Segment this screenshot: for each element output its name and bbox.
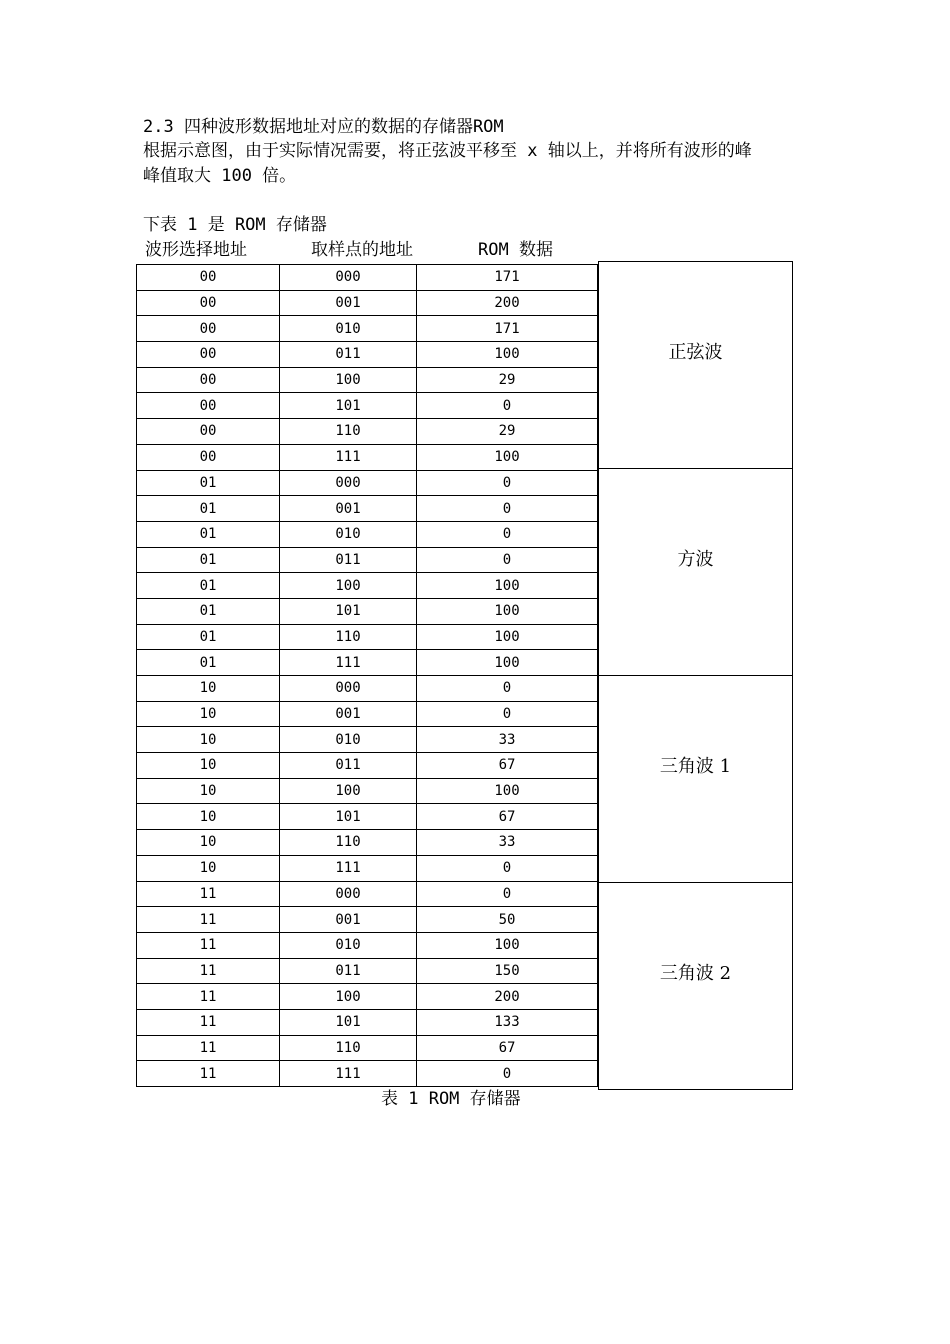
waveform-group-row bbox=[599, 469, 793, 676]
wave-select-cell: 10 bbox=[137, 753, 280, 779]
table-row bbox=[137, 573, 598, 599]
sample-address-cell: 000 bbox=[280, 265, 417, 291]
rom-value-cell: 0 bbox=[417, 1061, 598, 1087]
rom-value-cell: 0 bbox=[417, 855, 598, 881]
rom-value-cell: 0 bbox=[417, 470, 598, 496]
wave-select-cell: 00 bbox=[137, 393, 280, 419]
wave-select-cell: 01 bbox=[137, 598, 280, 624]
table-row bbox=[137, 265, 598, 291]
rom-value-cell: 100 bbox=[417, 444, 598, 470]
wave-select-cell: 11 bbox=[137, 907, 280, 933]
waveform-name: 三角波 1 bbox=[659, 756, 732, 777]
sample-address-cell: 110 bbox=[280, 1035, 417, 1061]
sample-address-cell: 011 bbox=[280, 547, 417, 573]
table-row bbox=[137, 958, 598, 984]
rom-value-cell: 100 bbox=[417, 598, 598, 624]
table-row bbox=[137, 419, 598, 445]
sample-address-cell: 100 bbox=[280, 984, 417, 1010]
waveform-group-cell bbox=[599, 262, 793, 469]
table-row bbox=[137, 598, 598, 624]
wave-select-cell: 10 bbox=[137, 855, 280, 881]
sample-address-cell: 000 bbox=[280, 470, 417, 496]
table-row bbox=[137, 984, 598, 1010]
rom-value-cell: 171 bbox=[417, 316, 598, 342]
sample-address-cell: 100 bbox=[280, 367, 417, 393]
wave-select-cell: 11 bbox=[137, 1009, 280, 1035]
wave-select-cell: 10 bbox=[137, 727, 280, 753]
wave-select-cell: 00 bbox=[137, 316, 280, 342]
sample-address-cell: 011 bbox=[280, 958, 417, 984]
wave-select-cell: 10 bbox=[137, 701, 280, 727]
sample-address-cell: 101 bbox=[280, 804, 417, 830]
sample-address-cell: 010 bbox=[280, 932, 417, 958]
table-caption: 表 1 ROM 存储器 bbox=[381, 1089, 521, 1109]
table-row bbox=[137, 676, 598, 702]
wave-select-cell: 01 bbox=[137, 521, 280, 547]
paragraph-line-2: 峰值取大 100 倍。 bbox=[143, 166, 297, 186]
rom-value-cell: 50 bbox=[417, 907, 598, 933]
rom-value-cell: 0 bbox=[417, 701, 598, 727]
wave-select-cell: 10 bbox=[137, 676, 280, 702]
table-row bbox=[137, 547, 598, 573]
rom-value-cell: 150 bbox=[417, 958, 598, 984]
rom-value-cell: 100 bbox=[417, 650, 598, 676]
waveform-group-row bbox=[599, 883, 793, 1090]
rom-value-cell: 100 bbox=[417, 573, 598, 599]
waveform-group-body bbox=[599, 262, 793, 1090]
wave-select-cell: 11 bbox=[137, 1061, 280, 1087]
waveform-group-cell bbox=[599, 676, 793, 883]
table-intro: 下表 1 是 ROM 存储器 bbox=[143, 215, 327, 235]
wave-select-cell: 01 bbox=[137, 573, 280, 599]
sample-address-cell: 001 bbox=[280, 907, 417, 933]
column-header-sample-address: 取样点的地址 bbox=[311, 240, 413, 260]
sample-address-cell: 101 bbox=[280, 598, 417, 624]
rom-value-cell: 67 bbox=[417, 804, 598, 830]
wave-select-cell: 10 bbox=[137, 830, 280, 856]
rom-value-cell: 0 bbox=[417, 547, 598, 573]
wave-select-cell: 01 bbox=[137, 624, 280, 650]
wave-select-cell: 11 bbox=[137, 881, 280, 907]
waveform-group-cell bbox=[599, 469, 793, 676]
rom-value-cell: 100 bbox=[417, 932, 598, 958]
table-row bbox=[137, 881, 598, 907]
rom-value-cell: 200 bbox=[417, 984, 598, 1010]
waveform-group-row bbox=[599, 262, 793, 469]
table-row bbox=[137, 342, 598, 368]
sample-address-cell: 101 bbox=[280, 393, 417, 419]
wave-select-cell: 01 bbox=[137, 470, 280, 496]
sample-address-cell: 111 bbox=[280, 1061, 417, 1087]
table-row bbox=[137, 521, 598, 547]
sample-address-cell: 010 bbox=[280, 727, 417, 753]
wave-select-cell: 00 bbox=[137, 367, 280, 393]
table-row bbox=[137, 496, 598, 522]
rom-value-cell: 200 bbox=[417, 290, 598, 316]
table-row bbox=[137, 778, 598, 804]
table-row bbox=[137, 1061, 598, 1087]
sample-address-cell: 111 bbox=[280, 444, 417, 470]
rom-value-cell: 33 bbox=[417, 727, 598, 753]
table-row bbox=[137, 367, 598, 393]
table-row bbox=[137, 830, 598, 856]
wave-select-cell: 11 bbox=[137, 1035, 280, 1061]
rom-value-cell: 100 bbox=[417, 778, 598, 804]
wave-select-cell: 00 bbox=[137, 342, 280, 368]
sample-address-cell: 110 bbox=[280, 830, 417, 856]
wave-select-cell: 11 bbox=[137, 958, 280, 984]
sample-address-cell: 010 bbox=[280, 316, 417, 342]
table-row bbox=[137, 624, 598, 650]
wave-select-cell: 11 bbox=[137, 932, 280, 958]
waveform-name: 三角波 2 bbox=[659, 963, 732, 984]
sample-address-cell: 100 bbox=[280, 573, 417, 599]
wave-select-cell: 01 bbox=[137, 496, 280, 522]
sample-address-cell: 010 bbox=[280, 521, 417, 547]
waveform-name: 方波 bbox=[677, 549, 714, 570]
rom-value-cell: 0 bbox=[417, 676, 598, 702]
rom-value-cell: 0 bbox=[417, 393, 598, 419]
rom-value-cell: 29 bbox=[417, 367, 598, 393]
sample-address-cell: 001 bbox=[280, 496, 417, 522]
paragraph-line-1: 根据示意图，由于实际情况需要，将正弦波平移至 x 轴以上，并将所有波形的峰 bbox=[143, 141, 752, 161]
table-row bbox=[137, 855, 598, 881]
table-row bbox=[137, 650, 598, 676]
sample-address-cell: 001 bbox=[280, 701, 417, 727]
rom-value-cell: 133 bbox=[417, 1009, 598, 1035]
table-row bbox=[137, 393, 598, 419]
rom-value-cell: 67 bbox=[417, 1035, 598, 1061]
table-row bbox=[137, 1009, 598, 1035]
column-header-rom-data: ROM 数据 bbox=[478, 240, 553, 260]
table-row bbox=[137, 804, 598, 830]
table-row bbox=[137, 444, 598, 470]
waveform-group-cell bbox=[599, 883, 793, 1090]
waveform-group-row bbox=[599, 676, 793, 883]
table-row bbox=[137, 727, 598, 753]
waveform-name: 正弦波 bbox=[668, 342, 723, 363]
sample-address-cell: 000 bbox=[280, 881, 417, 907]
rom-data-table bbox=[136, 264, 598, 1087]
sample-address-cell: 011 bbox=[280, 753, 417, 779]
section-title: 2.3 四种波形数据地址对应的数据的存储器ROM bbox=[143, 117, 504, 137]
sample-address-cell: 101 bbox=[280, 1009, 417, 1035]
table-row bbox=[137, 932, 598, 958]
rom-value-cell: 0 bbox=[417, 521, 598, 547]
sample-address-cell: 111 bbox=[280, 855, 417, 881]
sample-address-cell: 111 bbox=[280, 650, 417, 676]
table-row bbox=[137, 1035, 598, 1061]
rom-value-cell: 0 bbox=[417, 881, 598, 907]
wave-select-cell: 00 bbox=[137, 265, 280, 291]
rom-table-body bbox=[137, 265, 598, 1087]
rom-value-cell: 171 bbox=[417, 265, 598, 291]
rom-value-cell: 33 bbox=[417, 830, 598, 856]
waveform-group-table bbox=[598, 261, 793, 1090]
sample-address-cell: 110 bbox=[280, 419, 417, 445]
sample-address-cell: 011 bbox=[280, 342, 417, 368]
sample-address-cell: 001 bbox=[280, 290, 417, 316]
sample-address-cell: 000 bbox=[280, 676, 417, 702]
rom-value-cell: 0 bbox=[417, 496, 598, 522]
wave-select-cell: 01 bbox=[137, 650, 280, 676]
rom-value-cell: 29 bbox=[417, 419, 598, 445]
wave-select-cell: 00 bbox=[137, 419, 280, 445]
rom-value-cell: 100 bbox=[417, 342, 598, 368]
wave-select-cell: 00 bbox=[137, 290, 280, 316]
rom-value-cell: 67 bbox=[417, 753, 598, 779]
table-row bbox=[137, 753, 598, 779]
table-row bbox=[137, 701, 598, 727]
table-row bbox=[137, 290, 598, 316]
wave-select-cell: 10 bbox=[137, 778, 280, 804]
wave-select-cell: 00 bbox=[137, 444, 280, 470]
wave-select-cell: 11 bbox=[137, 984, 280, 1010]
sample-address-cell: 100 bbox=[280, 778, 417, 804]
table-row bbox=[137, 470, 598, 496]
column-header-wave-select: 波形选择地址 bbox=[145, 240, 247, 260]
sample-address-cell: 110 bbox=[280, 624, 417, 650]
wave-select-cell: 10 bbox=[137, 804, 280, 830]
wave-select-cell: 01 bbox=[137, 547, 280, 573]
table-row bbox=[137, 907, 598, 933]
table-row bbox=[137, 316, 598, 342]
rom-value-cell: 100 bbox=[417, 624, 598, 650]
